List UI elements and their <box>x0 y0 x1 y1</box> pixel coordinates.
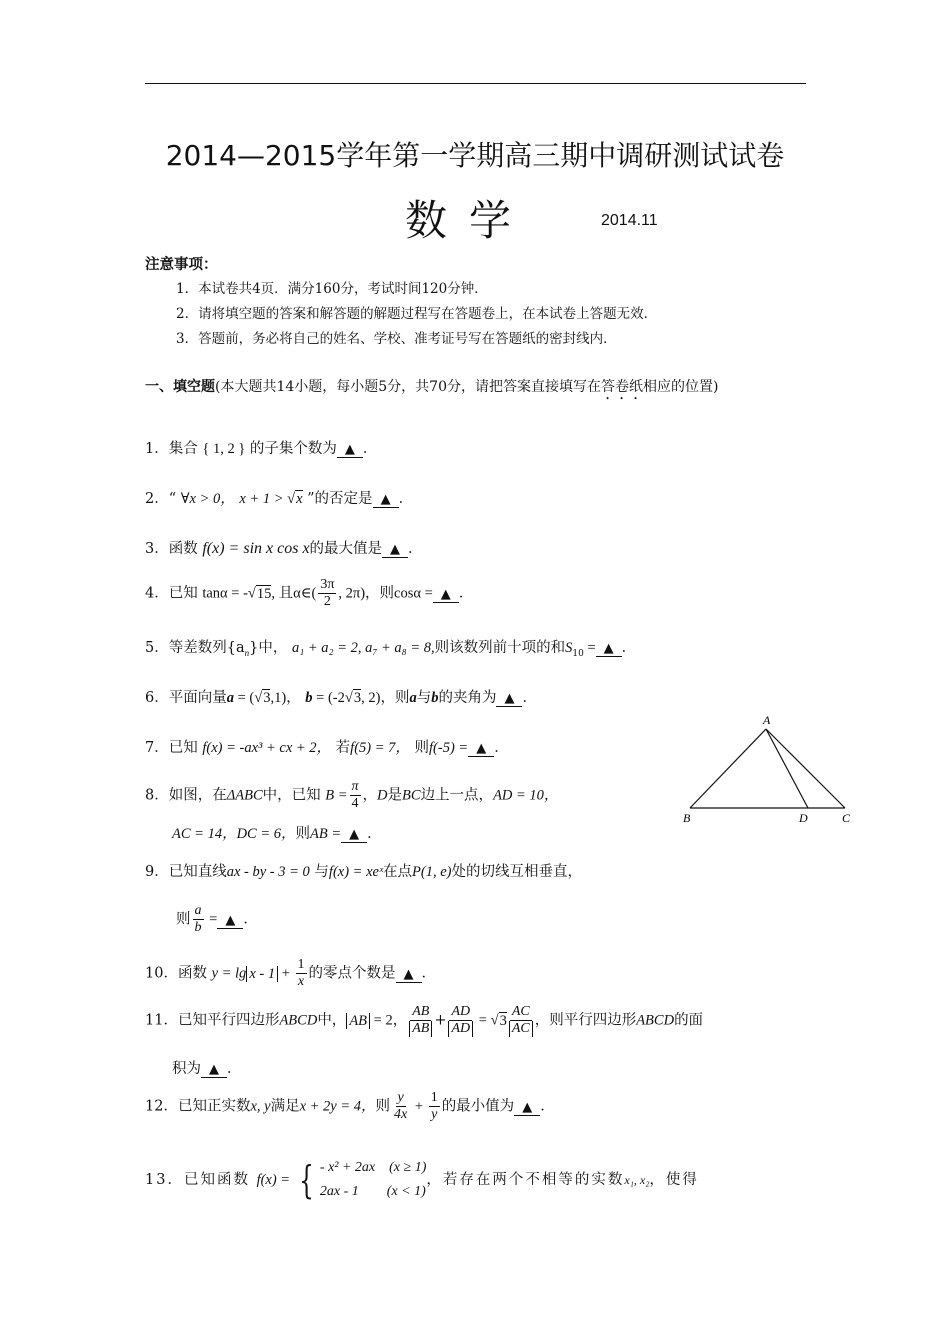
q2-quote-open: “ <box>168 491 177 507</box>
q3-function: f(x) = sin x cos x <box>202 540 310 557</box>
q12-f1-num: y <box>397 1090 404 1105</box>
q11-f2-den: AD <box>448 1021 473 1037</box>
q11-abcd: ABCD <box>279 1012 318 1029</box>
q12-text-c: 则 <box>375 1098 391 1115</box>
q1-number: 1． <box>145 441 169 457</box>
q11-frac-2 <box>448 1004 473 1037</box>
exam-title: 2014—2015学年第一学期高三期中调研测试试卷 <box>165 139 785 172</box>
answer-blank-3[interactable]: ▲ <box>382 543 408 558</box>
q7-ask: f(-5) = <box>429 740 469 756</box>
q1-set-elements: 1, 2 <box>212 441 235 457</box>
q7-text-b: 若 <box>335 740 351 756</box>
question-13 <box>145 1156 699 1204</box>
question-9-line-2: 则 $\frac{a}{b}$ = ▲ ． <box>176 903 258 935</box>
q8-then: 则 <box>295 826 310 842</box>
q9-text-b: 与 <box>314 864 329 880</box>
question-6: 6．平面向量a = (√3,1)， b = (-2√3, 2)，则a与b的夹角为 ▲ ． <box>145 690 537 706</box>
label-b: B <box>683 811 691 825</box>
q8-fraction <box>350 779 361 812</box>
q11-text-c: ，则平行四边形 <box>534 1012 637 1029</box>
q12-number: 12． <box>145 1098 178 1115</box>
triangle-figure <box>680 712 855 827</box>
q1-text-b: 的子集个数为 <box>249 441 337 457</box>
q2-number: 2． <box>145 491 169 507</box>
q8-text-d: 是 <box>387 787 403 804</box>
answer-blank-8[interactable]: ▲ <box>341 828 367 843</box>
q4-number: 4． <box>145 585 169 602</box>
answer-blank-2[interactable]: ▲ <box>373 493 399 508</box>
q13-brace: { <box>298 1158 315 1202</box>
q2-forall: ∀x > 0， <box>180 491 235 507</box>
q11-number: 11． <box>145 1012 178 1029</box>
section-heading <box>145 374 810 403</box>
q6-text-b: 与 <box>416 690 432 706</box>
section-desc-pre: (本大题共14小题，每小题5分，共70分，请把答案直接填写在 <box>215 379 601 395</box>
q11-rhs: = <box>475 1012 491 1029</box>
question-3: 3．函数 f(x) = sin x cos x的最大值是 ▲ ． <box>145 540 423 557</box>
q4-radicand: 15 <box>256 585 272 602</box>
q6-b-radicand: 3 <box>353 690 362 706</box>
q11-frac-3 <box>509 1004 533 1037</box>
q12-plus: + <box>411 1098 427 1115</box>
q11-text-b: 中， <box>317 1012 347 1029</box>
q10-number: 10． <box>145 965 178 982</box>
q11-f3-num: AC <box>511 1004 530 1019</box>
q6-vector-a-ref: a <box>409 690 417 706</box>
q12-frac-2 <box>429 1090 440 1123</box>
q5-equals: = <box>583 640 596 656</box>
q8-ask: AB = <box>310 826 342 842</box>
label-d: D <box>799 811 808 825</box>
q9-number: 9． <box>145 864 169 880</box>
q10-text-a: 函数 <box>177 965 207 982</box>
q8-frac-num: π <box>351 779 359 794</box>
q11-f1-num: AB <box>412 1004 430 1019</box>
q6-b-post: , 2)，则 <box>361 690 410 706</box>
q8-triangle: ΔABC <box>226 787 263 804</box>
q2-inequality: x + 1 > <box>239 491 288 507</box>
q11-f1-den: AB <box>409 1021 432 1037</box>
q8-point-d: D <box>377 787 388 804</box>
q8-text-b: 中，已知 <box>262 787 321 804</box>
q5-text-a: 等差数列{a <box>168 640 245 656</box>
q6-vector-b-ref: b <box>431 690 439 706</box>
q2-radicand: x <box>296 491 303 507</box>
question-8 <box>145 779 558 812</box>
answer-blank-5[interactable]: ▲ <box>596 642 622 657</box>
q12-text-a: 已知正实数 <box>177 1098 251 1115</box>
q3-text-a: 函数 <box>168 541 198 557</box>
q12-f2-den: y <box>431 1107 438 1122</box>
q5-sum-symbol: S <box>565 640 573 656</box>
q10-plus: + <box>278 965 294 982</box>
q4-condition-3: , 2π) <box>338 585 366 602</box>
q1-text-a: 集合 <box>168 441 198 457</box>
question-8-line-2: AC = 14，DC = 6，则AB = ▲ ． <box>172 826 382 842</box>
q9-text-d: 处的切线互相垂直， <box>451 864 582 880</box>
q11-line-2: 积为 <box>172 1061 201 1077</box>
question-11-line-2: 积为 ▲ ． <box>172 1061 242 1077</box>
q4-fraction <box>318 577 336 610</box>
question-9 <box>145 860 582 881</box>
answer-blank-1[interactable]: ▲ <box>337 443 363 458</box>
q6-b-pre: = (-2 <box>312 690 345 706</box>
q12-text-b: 满足 <box>270 1098 300 1115</box>
q4-frac-num: 3π <box>320 577 335 592</box>
q6-a-post: ,1)， <box>270 690 301 706</box>
q4-text-b: ，则 <box>365 585 395 602</box>
q12-condition: x + 2y = 4， <box>299 1098 376 1115</box>
q5-text-b: }中， <box>249 640 288 656</box>
answer-blank-9[interactable]: ▲ <box>217 914 243 929</box>
answer-blank-12[interactable]: ▲ <box>514 1101 540 1116</box>
q13-piecewise <box>320 1156 426 1204</box>
question-1: 1．集合 { 1, 2 } 的子集个数为 ▲ ． <box>145 441 378 457</box>
q13-function: f(x) = <box>256 1172 294 1188</box>
q8-text-a: 如图，在 <box>168 787 227 804</box>
q5-subscript-n: n <box>244 647 250 658</box>
q2-text-b: ”的否定是 <box>307 491 373 507</box>
q13-number: 13． <box>145 1172 184 1188</box>
q8-angle-b: B = <box>325 787 348 804</box>
q7-number: 7． <box>145 740 169 756</box>
q8-side-bc: BC <box>402 787 421 804</box>
notice-item-3: 3．答题前，务必将自己的姓名、学校、准考证号写在答题纸的密封线内． <box>176 331 617 347</box>
q1-set: { 1, 2 } <box>202 441 246 457</box>
q4-condition-2: , 且α∈( <box>271 585 317 602</box>
section-desc-emph: 答卷纸 <box>601 379 643 395</box>
q6-vector-a: a <box>226 690 234 706</box>
q8-frac-den: 4 <box>351 796 359 811</box>
q9-fraction <box>193 903 204 936</box>
label-c: C <box>842 811 851 825</box>
section-label: 一、填空题 <box>145 379 215 395</box>
q9-equals: = <box>205 911 218 928</box>
header-rule <box>145 83 806 84</box>
question-5: 5．等差数列$\{a_n\}$中， a₁ + a₂ = 2, a₇ + a₈ = 8,则该数列前十项的和$S_{10}$ = ▲ ． <box>145 640 637 659</box>
q10-abs: x - 1 <box>246 966 278 982</box>
answer-blank-4[interactable]: ▲ <box>433 588 459 603</box>
q7-text-c: 则 <box>414 740 430 756</box>
q12-frac-1 <box>392 1090 409 1123</box>
q11-f3-den: AC <box>509 1021 533 1037</box>
q12-f2-num: 1 <box>430 1090 438 1105</box>
q6-number: 6． <box>145 690 169 706</box>
q4-condition: tanα = - <box>202 585 248 602</box>
q6-text-c: 的夹角为 <box>438 690 497 706</box>
q6-a-pre: = ( <box>233 690 255 706</box>
side-ac <box>766 729 845 808</box>
q4-ask: cosα = <box>394 585 433 602</box>
section-desc-post: 相应的位置) <box>643 379 719 395</box>
q9-frac-den: b <box>194 920 202 935</box>
question-7: 7．已知 f(x) = -ax³ + cx + 2， 若f(5) = 7， 则f(-5) = ▲ ． <box>145 740 509 756</box>
q9-function: f(x) = xeˣ <box>328 864 384 880</box>
question-10: 10．函数 y = lg x - 1 + $\frac{1}{x}$ 的零点个数是 ▲ ． <box>145 957 437 989</box>
q7-condition: f(5) = 7， <box>350 740 410 756</box>
subject-title: 数学 <box>405 196 534 245</box>
q6-vector-b: b <box>305 690 313 706</box>
q11-text-a: 已知平行四边形 <box>177 1012 280 1029</box>
q10-fraction <box>296 957 307 990</box>
answer-blank-7[interactable]: ▲ <box>468 742 494 757</box>
q8-number: 8． <box>145 787 169 804</box>
q12-vars: x, y <box>250 1098 271 1115</box>
q5-sum-subscript: 10 <box>572 648 584 659</box>
q9-text-a: 已知直线 <box>168 864 227 880</box>
q8-ad: AD = 10， <box>493 787 559 804</box>
q9-frac-num: a <box>194 903 202 918</box>
q13-text-c: ，使得 <box>649 1172 699 1188</box>
question-11: 11．已知平行四边形ABCD中， AB = 2， $\frac{AB}{AB}$ + $\frac{AD}{AD}$ = √3 $\frac{AC}{AC}$ ，则平行四边形ABCD的面 <box>145 1004 704 1036</box>
exam-date: 2014.11 <box>601 212 658 229</box>
q13-text-a: 已知函数 <box>183 1172 250 1188</box>
q11-abs-ab: AB <box>346 1013 370 1029</box>
answer-blank-11[interactable]: ▲ <box>201 1063 227 1078</box>
question-2: 2．“ ∀x > 0， x + 1 > √x ”的否定是 ▲ ． <box>145 491 414 507</box>
answer-blank-10[interactable]: ▲ <box>396 968 422 983</box>
segment-ad <box>766 729 808 808</box>
q10-frac-den: x <box>297 974 305 989</box>
side-ab <box>690 729 766 808</box>
notice-heading: 注意事项： <box>145 256 218 273</box>
q8-ac-dc: AC = 14，DC = 6， <box>172 826 296 842</box>
q8-text-e: 边上一点， <box>420 787 494 804</box>
q9-text-c: 在点 <box>383 864 413 880</box>
q5-text-c: 则该数列前十项的和 <box>434 640 566 656</box>
q10-text-b: 的零点个数是 <box>308 965 396 982</box>
q9-point: P(1, e) <box>412 864 452 880</box>
q12-f1-den: 4x <box>394 1107 408 1122</box>
q5-equations: a₁ + a₂ = 2, a₇ + a₈ = 8, <box>291 640 435 656</box>
q8-text-c: ， <box>362 787 378 804</box>
q9-then: 则 <box>176 911 191 928</box>
q11-radicand: 3 <box>499 1012 507 1029</box>
q13-piece-2: 2ax - 1 (x < 1) <box>319 1184 426 1199</box>
question-4: 4．已知 tanα = -√15, 且α∈( $\frac{3\pi}{2}$ , 2π)，则cosα = ▲ ． <box>145 577 474 609</box>
q9-line: ax - by - 3 = 0 <box>226 864 310 880</box>
label-a: A <box>763 713 771 727</box>
question-12: 12．已知正实数x, y满足x + 2y = 4，则 $\frac{y}{4x}$ + $\frac{1}{y}$ 的最小值为 ▲ ． <box>145 1090 555 1122</box>
notice-item-2: 2．请将填空题的答案和解答题的解题过程写在答题卷上，在本试卷上答题无效． <box>176 306 658 322</box>
notice-item-1: 1．本试卷共4页．满分160分，考试时间120分钟． <box>176 281 488 297</box>
q2-sqrt: √x <box>287 491 303 507</box>
q3-number: 3． <box>145 541 169 557</box>
answer-blank-6[interactable]: ▲ <box>496 692 522 707</box>
q11-frac-1 <box>409 1004 432 1037</box>
q13-vars: x₁, x₂ <box>624 1173 650 1187</box>
q10-frac-num: 1 <box>297 957 305 972</box>
q11-eq: = 2， <box>370 1012 408 1029</box>
q3-text-b: 的最大值是 <box>309 541 383 557</box>
q6-text-a: 平面向量 <box>168 690 227 706</box>
q11-text-d: 的面 <box>674 1012 704 1029</box>
q6-a-radicand: 3 <box>263 690 271 706</box>
q11-abcd-ref: ABCD <box>636 1012 675 1029</box>
q11-f2-num: AD <box>451 1004 471 1019</box>
q13-piece-1: - x² + 2ax (x ≥ 1) <box>319 1160 427 1175</box>
q13-text-b: ，若存在两个不相等的实数 <box>426 1172 625 1188</box>
q4-text-a: 已知 <box>168 585 198 602</box>
q12-text-d: 的最小值为 <box>441 1098 515 1115</box>
q7-text-a: 已知 <box>168 740 198 756</box>
q10-func-pre: y = lg <box>211 965 247 982</box>
q5-number: 5． <box>145 640 169 656</box>
q7-function: f(x) = -ax³ + cx + 2， <box>202 740 332 756</box>
q4-frac-den: 2 <box>323 594 331 609</box>
